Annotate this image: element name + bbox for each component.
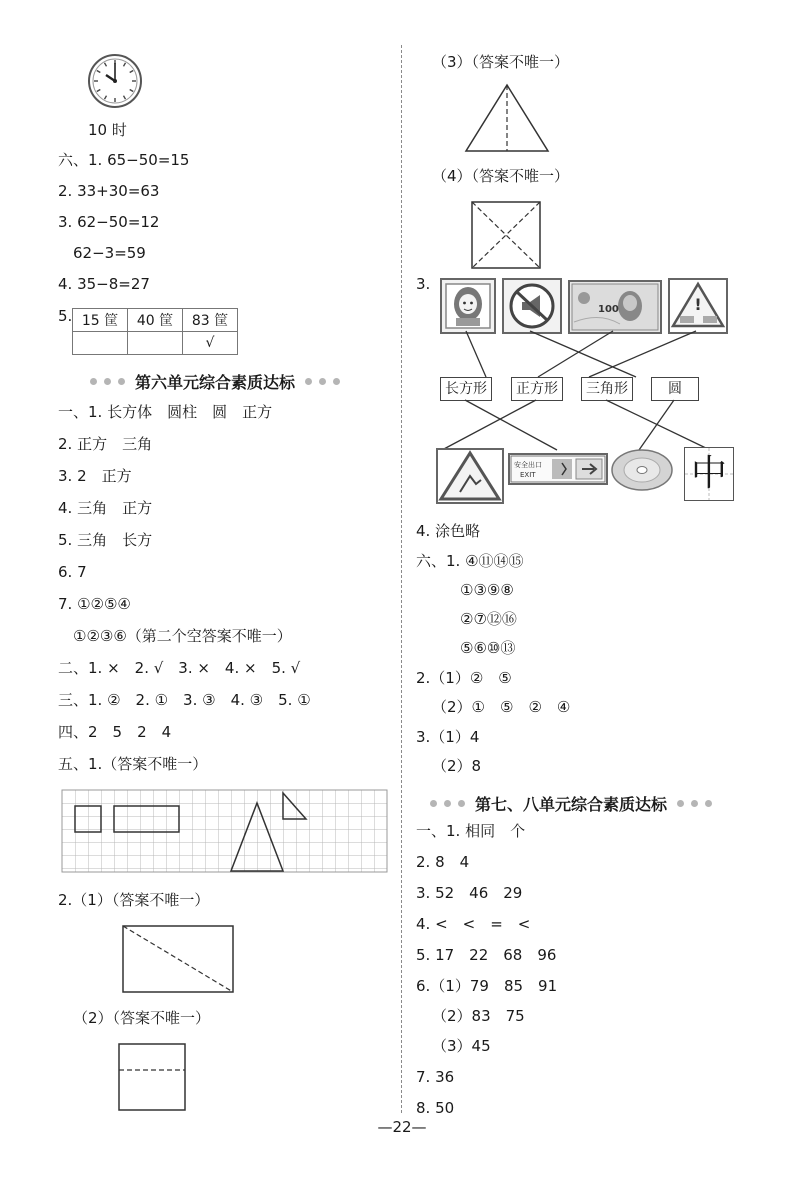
answer-line: 四、2 5 2 4 [58,723,172,741]
answer-line: 2. 正方 三角 [58,435,153,453]
answer-line: ②⑦⑫⑯ [460,610,517,628]
shape-label-square: 正方形 [511,377,563,401]
table-cell [73,332,128,355]
answer-line: （2）83 75 [432,1007,525,1025]
square-diagonals-cut [471,201,541,269]
answer-line: 3.（1）4 [416,728,480,746]
unit6-heading [90,370,340,393]
unit78-title: 第七、八单元综合素质达标 [475,795,668,814]
answer-line: （4）（答案不唯一） [432,167,570,185]
triangle-cut [465,84,549,152]
answer-line: 五、1.（答案不唯一） [58,755,208,773]
answer-line: 2. 33+30=63 [58,182,160,200]
answer-line: 六、1. ④⑪⑭⑮ [416,552,524,570]
answer-line: 二、1. × 2. √ 3. × 4. × 5. √ [58,659,301,677]
exit-text-en: EXIT [520,471,536,479]
unit6-title: 第六单元综合素质达标 [135,373,296,392]
answer-line: 一、1. 相同 个 [416,822,526,840]
shape-label-triangle: 三角形 [581,377,633,401]
answer-line: 6. 7 [58,563,87,581]
answer-line: 4. < < = < [416,915,531,933]
answer-line: 7. ①②⑤④ [58,595,131,613]
answer-line: ①③⑨⑧ [460,581,514,599]
answer-line: 2.（1）（答案不唯一） [58,891,210,909]
svg-text:!: ! [694,295,702,314]
zhong-character-tile [684,447,734,501]
answer-line: （3）45 [432,1037,491,1055]
match-line [466,331,486,377]
answer-line: 5. 17 22 68 96 [416,946,557,964]
match-line [538,331,613,377]
answer-line: ⑤⑥⑩⑬ [460,639,516,657]
heading-dots [305,378,340,385]
answer-line: （2）8 [432,757,482,775]
rectangle-diagonal-cut [122,925,234,993]
answer-line: 3. 2 正方 [58,467,132,485]
answer-line: 2. 8 4 [416,853,470,871]
answer-line: 一、1. 长方体 圆柱 圆 正方 [58,403,273,421]
match-line [442,400,536,450]
heading-dots [430,800,465,807]
answer-line: 4. 35−8=27 [58,275,150,293]
check-mark-cell: √ [183,332,238,355]
exit-sign-image [508,453,608,485]
clock-caption: 10 时 [88,121,127,139]
match-line [589,331,696,377]
answer-line: 62−3=59 [73,244,146,262]
answer-line: ①②③⑥（第二个空答案不唯一） [73,627,292,645]
answer-line: （2）（答案不唯一） [73,1009,211,1027]
match-line [639,400,674,450]
table-header-cell: 40 筐 [128,309,183,332]
heading-dots [90,378,125,385]
page-number: —22— [377,1118,427,1136]
answer-line: 7. 36 [416,1068,455,1086]
disc-icon [610,448,674,492]
banknote-value: 100 [598,304,619,315]
answer-line: 六、1. 65−50=15 [58,151,190,169]
basket-table [72,308,238,355]
answer-line: 4. 涂色略 [416,522,481,540]
answer-line: （3）（答案不唯一） [432,53,570,71]
triangle-road-sign-icon [438,450,502,502]
table-header-cell: 15 筐 [73,309,128,332]
question-label: 5. [58,307,73,325]
answer-line: 2.（1）② ⑤ [416,669,512,687]
table-header-cell: 83 筐 [183,309,238,332]
match-line [606,400,710,450]
answer-line: 6.（1）79 85 91 [416,977,558,995]
shape-label-circle: 圆 [651,377,699,401]
grid-drawing [62,790,388,873]
match-line [530,331,636,377]
exit-sign-icon [510,455,606,483]
zhong-character: 中 [690,453,727,494]
square-horizontal-cut [118,1043,186,1111]
question-label: 3. [416,275,431,293]
match-line [465,400,557,450]
shape-label-rectangle: 长方形 [440,377,492,401]
answer-line: 8. 50 [416,1099,455,1117]
answer-line: 三、1. ② 2. ① 3. ③ 4. ③ 5. ① [58,691,311,709]
answer-line: 5. 三角 长方 [58,531,153,549]
answer-line: 3. 62−50=12 [58,213,160,231]
clock-icon [87,53,143,109]
column-divider [401,45,402,1113]
warning-triangle-image [436,448,504,504]
exit-text: 安全出口 [514,461,542,469]
heading-dots [677,800,712,807]
answer-line: 4. 三角 正方 [58,499,153,517]
table-cell [128,332,183,355]
answer-line: （2）① ⑤ ② ④ [432,698,571,716]
answer-line: 3. 52 46 29 [416,884,523,902]
unit78-heading [430,792,712,815]
